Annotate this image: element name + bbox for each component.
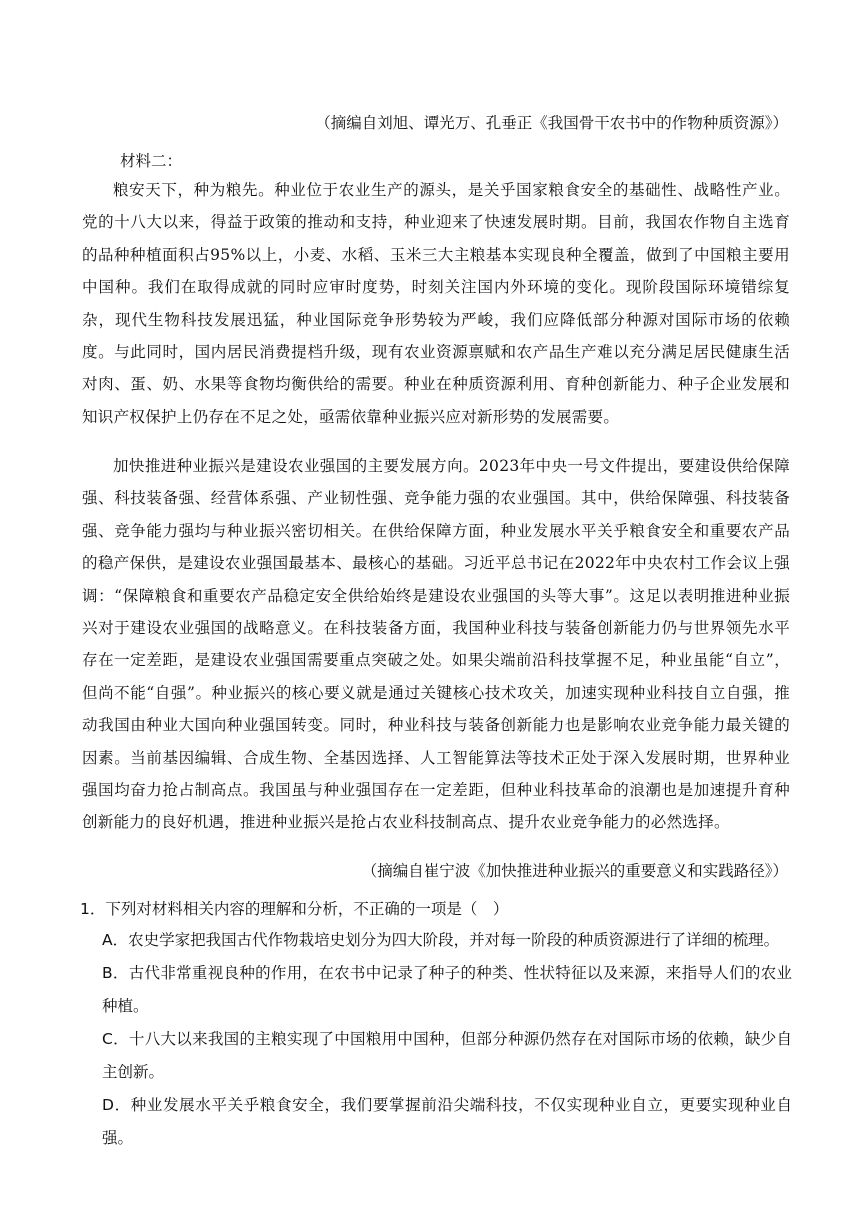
material-2-paragraph-2: 加快推进种业振兴是建设农业强国的主要发展方向。2023年中央一号文件提出，要建设供给保障强、科技装备强、经营体系强、产业韧性强、竞争能力强的农业强国。其中，供给保障强、科技装备强、竞争能力强均与种业振兴密切相关。在供给保障方面，种业发展水平关乎粮食安全和重要农产品的稳产保供，是建设农业强国最基本、最核心的基础。习近平总书记在2022年中央农村工作会议上强调：“保障粮食和重要农产品稳定安全供给始终是建设农业强国的头等大事”。这足以表明推进种业振兴对于建设农业强国的战略意义。在科技装备方面，我国种业科技与装备创新能力仍与世界领先水平存在一定差距，是建设农业强国需要重点突破之处。如果尖端前沿科技掌握不足，种业虽能“自立”，但尚不能“自强”。种业振兴的核心要义就是通过关键核心技术攻关，加速实现种业科技自立自强，推动我国由种业大国向种业强国转变。同时，种业科技与装备创新能力也是影响农业竞争能力最关键的因素。当前基因编辑、合成生物、全基因选择、人工智能算法等技术正处于深入发展时期，世界种业强国均奋力抢占制高点。我国虽与种业强国存在一定差距，但种业科技革命的浪潮也是加速提升育种创新能力的良好机遇，推进种业振兴是抢占农业科技制高点、提升农业竞争能力的必然选择。 [82, 457, 790, 832]
question-1-stem: 1．下列对材料相关内容的理解和分析，不正确的一项是（ ） [80, 900, 509, 918]
source-citation-1: （摘编自刘旭、谭光万、孔垂正《我国骨干农书中的作物种质资源》） [315, 114, 788, 132]
option-b[interactable]: B．古代非常重视良种的作用，在农书中记录了种子的种类、性状特征以及来源，来指导人们的农业种植。 [102, 964, 792, 1015]
question-1-options [102, 924, 792, 1155]
option-c[interactable]: C．十八大以来我国的主粮实现了中国粮用中国种，但部分种源仍然存在对国际市场的依赖，缺少自主创新。 [102, 1030, 792, 1081]
material-2-paragraph-1: 粮安天下，种为粮先。种业位于农业生产的源头，是关乎国家粮食安全的基础性、战略性产业。党的十八大以来，得益于政策的推动和支持，种业迎来了快速发展时期。目前，我国农作物自主选育的品种种植面积占95%以上，小麦、水稻、玉米三大主粮基本实现良种全覆盖，做到了中国粮主要用中国种。我们在取得成就的同时应审时度势，时刻关注国内外环境的变化。现阶段国际环境错综复杂，现代生物科技发展迅猛，种业国际竞争形势较为严峻，我们应降低部分种源对国际市场的依赖度。与此同时，国内居民消费提档升级，现有农业资源禀赋和农产品生产难以充分满足居民健康生活对肉、蛋、奶、水果等食物均衡供给的需要。种业在种质资源利用、育种创新能力、种子企业发展和知识产权保护上仍存在不足之处，亟需依靠种业振兴应对新形势的发展需要。 [82, 181, 790, 426]
option-d[interactable]: D．种业发展水平关乎粮食安全，我们要掌握前沿尖端科技，不仅实现种业自立，更要实现种业自强。 [102, 1096, 792, 1147]
source-citation-2: （摘编自崔宁波《加快推进种业振兴的重要意义和实践路径》） [361, 862, 788, 880]
option-a[interactable]: A．农史学家把我国古代作物栽培史划分为四大阶段，并对每一阶段的种质资源进行了详细的梳理。 [102, 931, 780, 949]
material-2-label: 材料二： [120, 152, 183, 170]
